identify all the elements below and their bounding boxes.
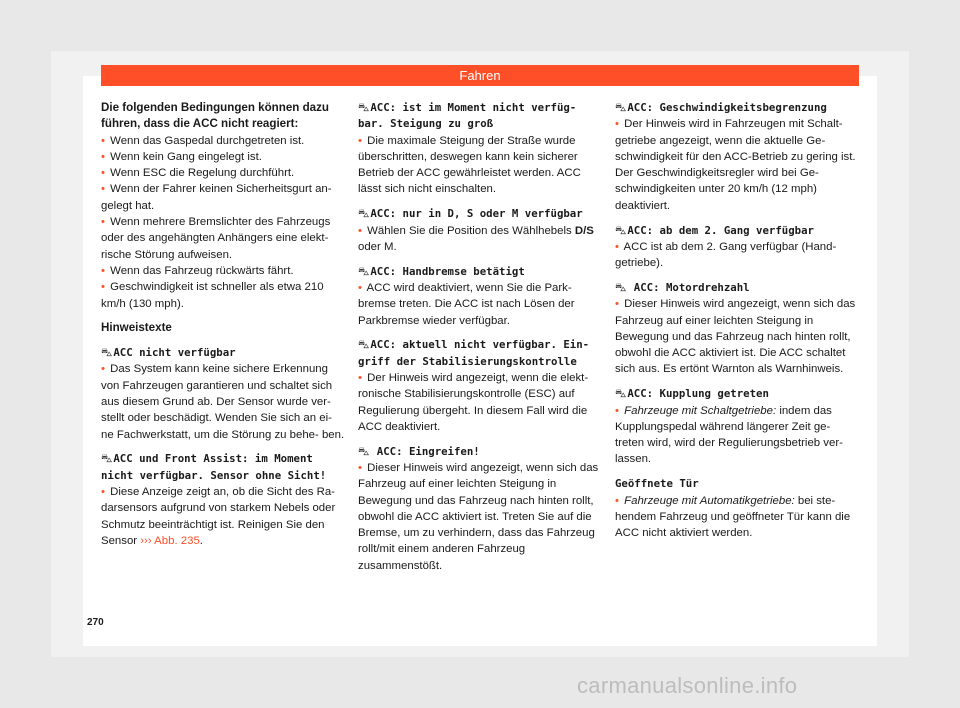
column-3 — [615, 100, 860, 541]
bullet-icon: • — [101, 363, 105, 376]
bullet-icon: • — [615, 494, 619, 507]
message-title: ⛍ACC: aktuell nicht verfügbar. Ein- griff der Stabilisierungskontrolle — [358, 338, 590, 368]
message-title: ⛍ACC nicht verfügbar — [101, 346, 236, 360]
message-text: • Wählen Sie die Position des Wählhebels D/S oder M. — [358, 224, 594, 253]
message-text: • ACC ist ab dem 2. Gang verfügbar (Hand- getriebe). — [615, 240, 837, 270]
message-text: • Fahrzeuge mit Schaltgetriebe: indem das Kupplungspedal während längerer Zeit ge- treten wird, wird der Regulierungsbetrieb ver- lassen. — [615, 404, 843, 466]
bullet-icon: • — [101, 216, 105, 229]
list-item: • Wenn ESC die Regelung durchführt. — [101, 167, 295, 180]
message-title: ⛍ACC: nur in D, S oder M verfügbar — [358, 207, 583, 221]
bullet-icon: • — [101, 281, 105, 294]
acc-warning-icon: ⛍ — [101, 452, 113, 466]
message-text: • Diese Anzeige zeigt an, ob die Sicht des Ra- darsensors aufgrund von starkem Nebels oder Schmutz beeinträchtigt ist. Reinigen Sie den Sensor ››› Abb. 235. — [101, 486, 336, 547]
message-title: ⛍ACC: Handbremse betätigt — [358, 264, 525, 278]
bullet-icon: • — [101, 150, 105, 163]
list-item: • Wenn kein Gang eingelegt ist. — [101, 150, 262, 163]
watermark: carmanualsonline.info — [577, 673, 798, 698]
acc-warning-icon: ⛍ — [615, 101, 627, 114]
message-text: • ACC wird deaktiviert, wenn Sie die Park- bremse treten. Die ACC ist nach Lösen der Parkbremse wieder verfügbar. — [358, 281, 575, 327]
hinweistexte-heading: Hinweistexte — [101, 321, 172, 335]
message-text: • Die maximale Steigung der Straße wurde überschritten, deswegen kann kein sicherer Betrieb der ACC gewährleistet werden. ACC lässt sich nicht einschalten. — [358, 134, 581, 196]
bullet-icon: • — [615, 404, 619, 417]
conditions-heading: Die folgenden Bedingungen können dazu führen, dass die ACC nicht reagiert: — [101, 101, 330, 131]
bullet-icon: • — [358, 461, 362, 474]
message-text: • Das System kann keine sichere Erkennung von Fahrzeugen garantieren und schaltet sich aus diesem Grund ab. Der Sensor wurde ver- stellt oder beschädigt. Wenden Sie sich an ei- ne Fachwerkstatt, um die Störung zu behe- ben. — [101, 363, 345, 441]
acc-warning-icon: ⛍ — [358, 207, 370, 221]
message-text: • Der Hinweis wird angezeigt, wenn die elekt- ronische Stabilisierungskontrolle (ESC) auf Regulierung übergeht. In diesem Fall wird die ACC deaktiviert. — [358, 371, 589, 433]
list-item: • Wenn das Fahrzeug rückwärts fährt. — [101, 264, 294, 277]
bullet-icon: • — [358, 134, 362, 147]
figure-link[interactable]: ››› Abb. 235 — [140, 534, 200, 547]
message-title: Geöffnete Tür — [615, 477, 699, 491]
acc-warning-icon: ⛍ — [358, 338, 370, 352]
acc-warning-icon: ⛍ — [615, 387, 627, 401]
acc-warning-icon: ⛍ — [358, 444, 370, 458]
bullet-icon: • — [101, 264, 105, 277]
section-header: Fahren — [101, 65, 859, 86]
column-1 — [101, 100, 346, 549]
bullet-icon: • — [358, 224, 362, 237]
acc-warning-icon: ⛍ — [358, 101, 370, 114]
message-title: ⛍ ACC: Motordrehzahl — [615, 280, 750, 294]
bullet-icon: • — [101, 486, 105, 499]
acc-warning-icon: ⛍ — [101, 346, 113, 360]
bullet-icon: • — [101, 183, 105, 196]
acc-warning-icon: ⛍ — [615, 280, 627, 294]
message-title: ⛍ ACC: Eingreifen! — [358, 444, 480, 458]
message-title: ⛍ACC: ab dem 2. Gang verfügbar — [615, 223, 814, 237]
acc-warning-icon: ⛍ — [358, 264, 370, 278]
message-text: • Der Hinweis wird in Fahrzeugen mit Schalt- getriebe angezeigt, wenn die aktuelle Ge- schwindigkeit für den ACC-Betrieb zu gering ist. Der Geschwindigkeitsregler wird bei Ge- schwindigkeiten unter 20 km/h (12 mph) deaktiviert. — [615, 118, 856, 212]
message-title: ⛍ACC: Geschwindigkeitsbegrenzung — [615, 101, 827, 114]
bullet-icon: • — [101, 134, 105, 147]
list-item: • Wenn das Gaspedal durchgetreten ist. — [101, 134, 305, 147]
bullet-icon: • — [101, 167, 105, 180]
bullet-icon: • — [615, 298, 619, 311]
message-title: ⛍ACC: ist im Moment nicht verfüg- bar. Steigung zu groß — [358, 101, 577, 131]
list-item: • Wenn der Fahrer keinen Sicherheitsgurt an- gelegt hat. — [101, 183, 332, 212]
message-text: • Fahrzeuge mit Automatikgetriebe: bei ste- hendem Fahrzeug und geöffneter Tür kann die ACC nicht aktiviert werden. — [615, 494, 851, 540]
bullet-icon: • — [615, 118, 619, 131]
message-title: ⛍ACC: Kupplung getreten — [615, 387, 769, 401]
page-number: 270 — [87, 617, 104, 628]
list-item: • Geschwindigkeit ist schneller als etwa 210 km/h (130 mph). — [101, 281, 324, 310]
message-text: • Dieser Hinweis wird angezeigt, wenn sich das Fahrzeug auf einer leichten Steigung in Bewegung und das Fahrzeug nach hinten rollt, obwohl die ACC aktiviert ist. Die ACC schaltet sich aus. Es ertönt Warnton als Warnhinweis. — [615, 298, 856, 376]
bullet-icon: • — [358, 371, 362, 384]
list-item: • Wenn mehrere Bremslichter des Fahrzeugs oder des angehängten Anhängers eine elekt- rische Störung aufweisen. — [101, 216, 331, 261]
message-text: • Dieser Hinweis wird angezeigt, wenn sich das Fahrzeug auf einer leichten Steigung in Bewegung und das Fahrzeug nach hinten rollt, obwohl die ACC aktiviert ist. Treten Sie auf die Bremse, um zu verhindern, dass das Fahrzeug rollt/mit einem anderen Fahrzeug zusammenstößt. — [358, 461, 599, 572]
bullet-icon: • — [615, 240, 619, 253]
message-title: ⛍ACC und Front Assist: im Moment nicht verfügbar. Sensor ohne Sicht! — [101, 452, 327, 482]
bullet-icon: • — [358, 281, 362, 294]
acc-warning-icon: ⛍ — [615, 223, 627, 237]
column-2 — [358, 100, 603, 574]
